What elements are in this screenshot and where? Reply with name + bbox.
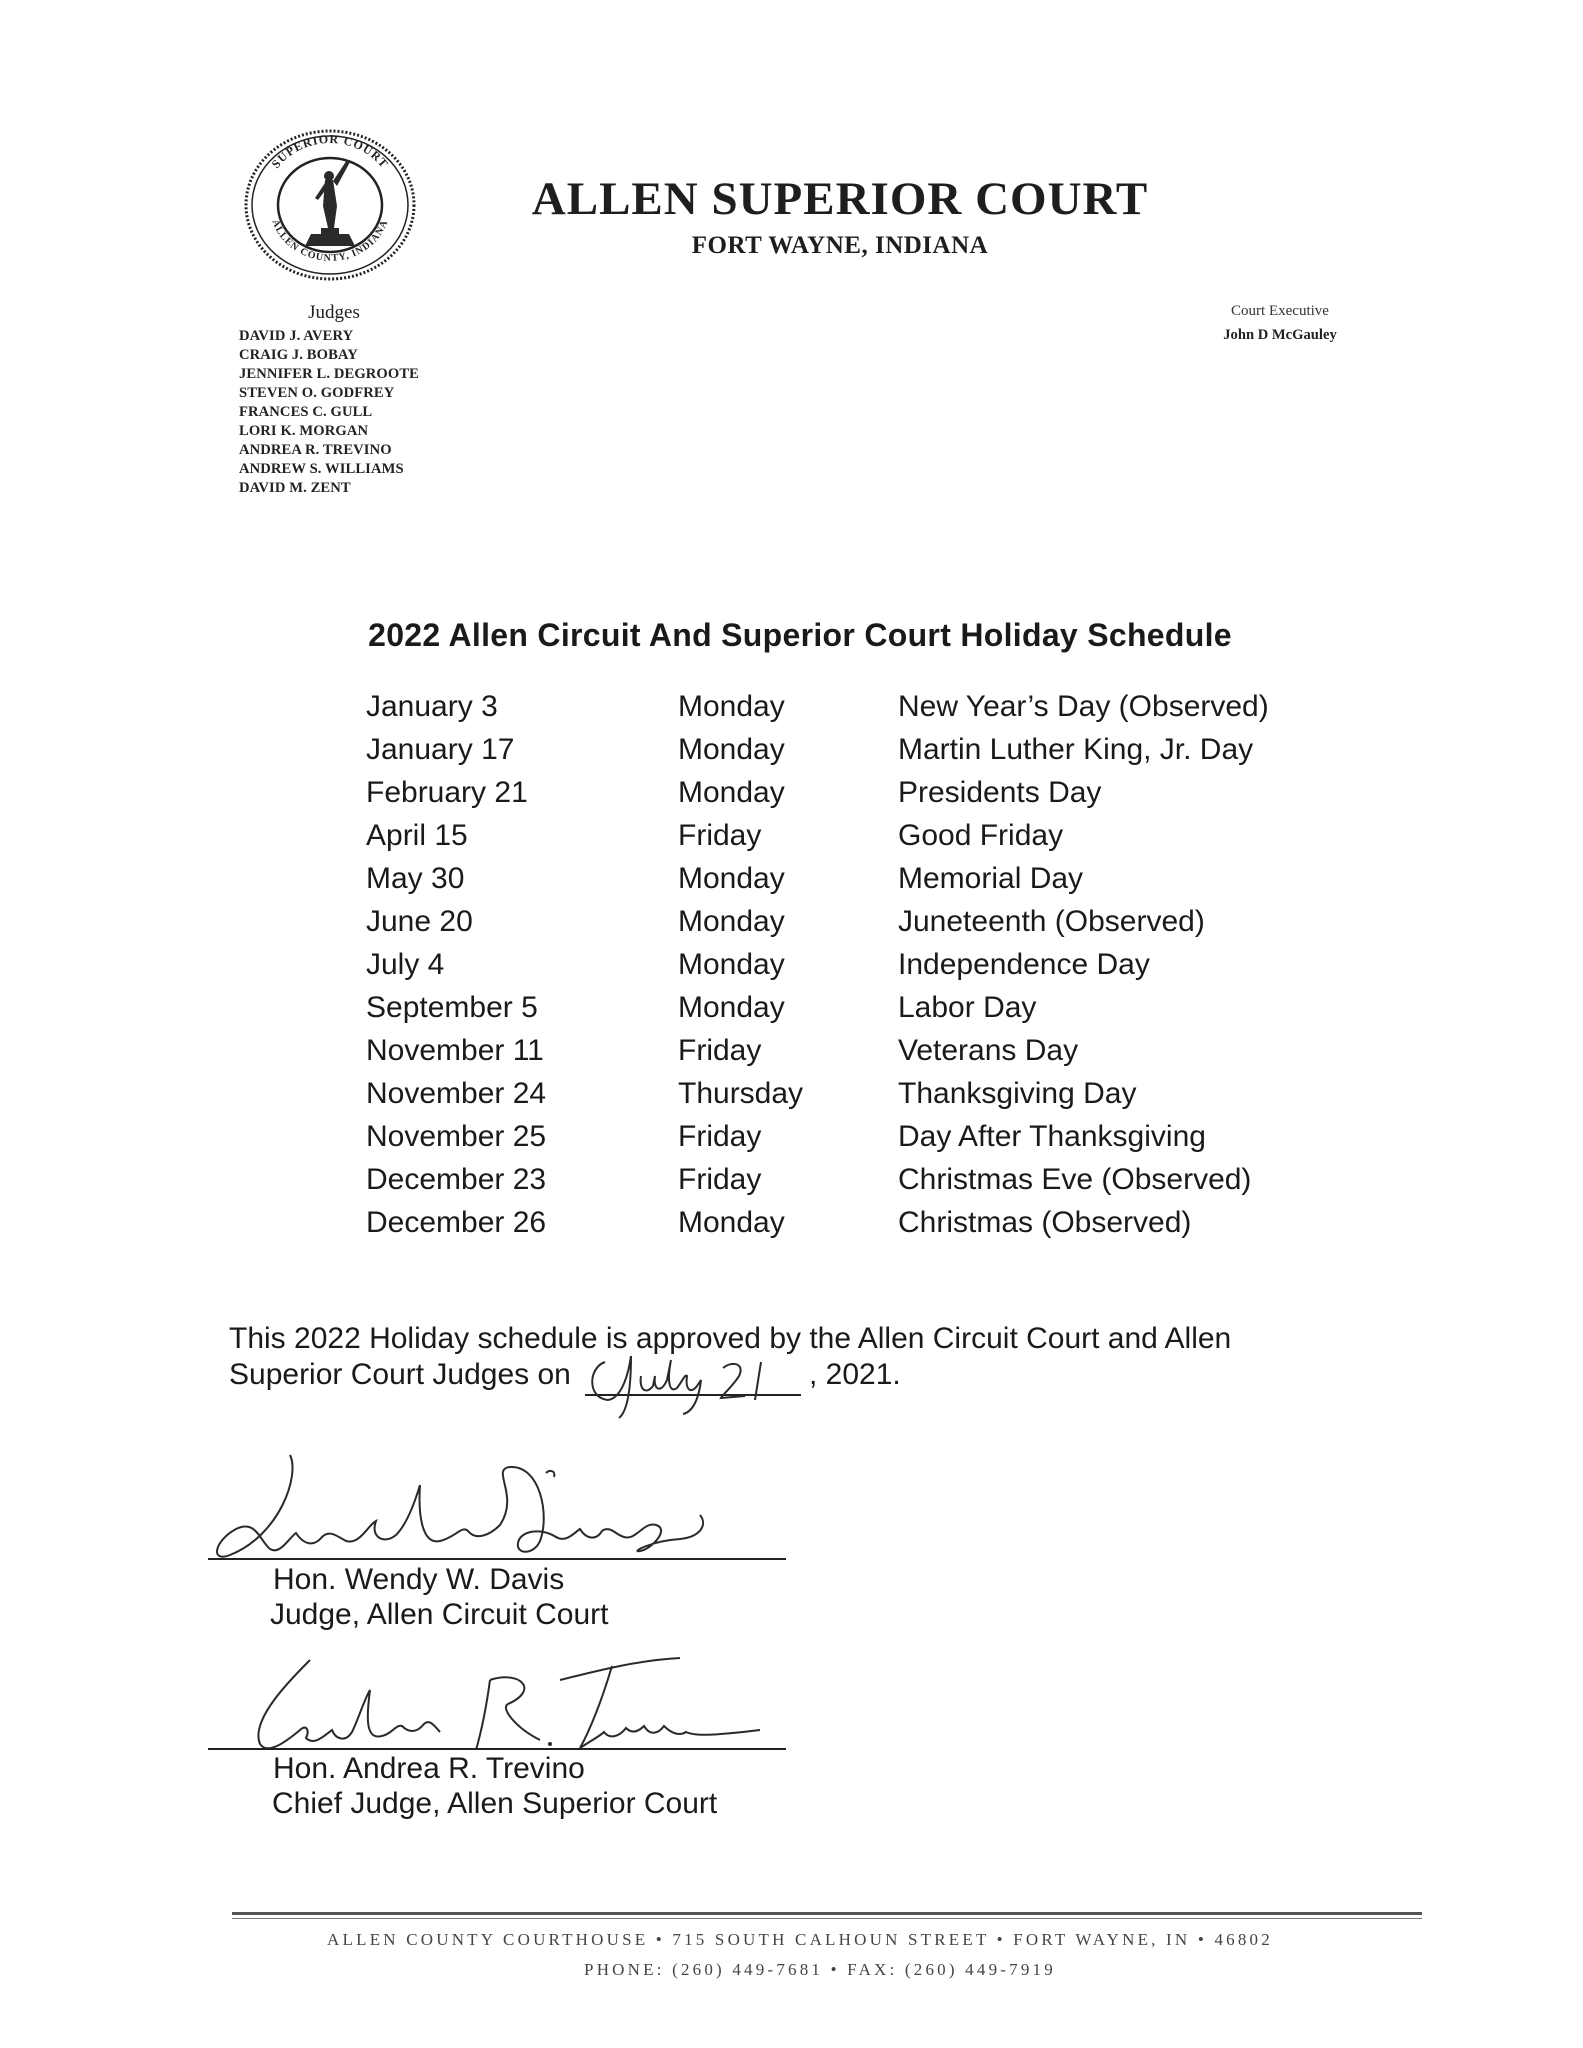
holiday-row [0,776,1583,819]
judge-name: DAVID M. ZENT [239,480,351,496]
seal-bottom-text: ALLEN COUNTY, INDIANA [269,218,391,264]
holiday-row [0,991,1583,1034]
judge-name: LORI K. MORGAN [239,423,369,439]
holiday-date: July 4 [366,948,445,981]
holiday-date: January 17 [366,733,515,766]
approval-text-line-1: This 2022 Holiday schedule is approved by the Allen Circuit Court and Allen [229,1322,1232,1355]
judges-label: Judges [308,302,360,323]
court-location: FORT WAYNE, INDIANA [691,232,989,259]
holiday-name: Memorial Day [898,862,1084,895]
holiday-name: Martin Luther King, Jr. Day [898,733,1254,766]
holiday-weekday: Friday [678,1034,762,1067]
judge-name: DAVID J. AVERY [239,328,354,344]
holiday-weekday: Thursday [678,1077,804,1110]
signer-name: Hon. Andrea R. Trevino [273,1752,585,1785]
signature-wendy-davis [200,1445,800,1575]
seal-top-text: SUPERIOR COURT [268,131,392,171]
footer-rule [232,1912,1422,1915]
judges-list [239,327,419,498]
holiday-row [0,1120,1583,1163]
approval-year: , 2021. [809,1358,901,1391]
holiday-date: December 23 [366,1163,547,1196]
holiday-name: Independence Day [898,948,1150,981]
signature-line [208,1748,786,1750]
holiday-row [0,905,1583,948]
holiday-name: Good Friday [898,819,1064,852]
holiday-name: Presidents Day [898,776,1102,809]
statue-icon [305,160,355,246]
holiday-weekday: Monday [678,733,785,766]
handwritten-date-signature [583,1340,818,1420]
holiday-date: February 21 [366,776,528,809]
holiday-row [0,1163,1583,1206]
holiday-name: Thanksgiving Day [898,1077,1137,1110]
judge-name: CRAIG J. BOBAY [239,347,358,363]
holiday-weekday: Monday [678,776,785,809]
svg-text:SUPERIOR COURT [269,132,392,171]
court-seal [243,128,417,282]
judge-name: FRANCES C. GULL [239,404,373,420]
holiday-name: Juneteenth (Observed) [898,905,1205,938]
holiday-weekday: Friday [678,819,762,852]
holiday-name: Veterans Day [898,1034,1079,1067]
holiday-date: November 11 [366,1034,544,1067]
court-executive-label: Court Executive [1231,303,1329,319]
judge-name: STEVEN O. GODFREY [239,385,395,401]
holiday-date: November 24 [366,1077,547,1110]
holiday-weekday: Monday [678,690,785,723]
holiday-name: Christmas Eve (Observed) [898,1163,1252,1196]
holiday-name: Day After Thanksgiving [898,1120,1206,1153]
holiday-name: New Year’s Day (Observed) [898,690,1269,723]
judge-name: JENNIFER L. DEGROOTE [239,366,419,382]
seal-graphic [243,128,417,282]
signer-name: Hon. Wendy W. Davis [273,1563,565,1596]
holiday-weekday: Monday [678,991,785,1024]
holiday-date: January 3 [366,690,498,723]
holiday-weekday: Monday [678,905,785,938]
holiday-date: April 15 [366,819,468,852]
footer-contact: PHONE: (260) 449-7681 • FAX: (260) 449-7919 [584,1960,1056,1979]
holiday-date: December 26 [366,1206,547,1239]
holiday-weekday: Friday [678,1163,762,1196]
court-name: ALLEN SUPERIOR COURT [531,173,1149,225]
holiday-weekday: Monday [678,862,785,895]
holiday-row [0,1034,1583,1077]
holiday-row [0,733,1583,776]
holiday-date: May 30 [366,862,465,895]
footer-rule [232,1918,1422,1919]
holiday-row [0,690,1583,733]
footer-address: ALLEN COUNTY COURTHOUSE • 715 SOUTH CALHOUN STREET • FORT WAYNE, IN • 46802 [327,1930,1273,1949]
schedule-title: 2022 Allen Circuit And Superior Court Holiday Schedule [368,617,1232,653]
holiday-name: Labor Day [898,991,1037,1024]
holiday-row [0,1077,1583,1120]
judge-name: ANDREA R. TREVINO [239,442,392,458]
holiday-date: November 25 [366,1120,547,1153]
holiday-weekday: Monday [678,948,785,981]
holiday-row [0,862,1583,905]
holiday-row [0,948,1583,991]
signature-line [208,1558,786,1560]
court-executive-name: John D McGauley [1223,327,1337,343]
holiday-weekday: Friday [678,1120,762,1153]
holiday-date: June 20 [366,905,473,938]
holiday-name: Christmas (Observed) [898,1206,1192,1239]
signer-title: Judge, Allen Circuit Court [270,1598,609,1631]
holiday-row [0,1206,1583,1249]
judge-name: ANDREW S. WILLIAMS [239,461,404,477]
holiday-weekday: Monday [678,1206,785,1239]
signature-andrea-trevino [240,1640,800,1770]
holiday-row [0,819,1583,862]
approval-text-line-2: Superior Court Judges on [229,1358,571,1391]
signer-title: Chief Judge, Allen Superior Court [272,1787,718,1820]
holiday-date: September 5 [366,991,538,1024]
